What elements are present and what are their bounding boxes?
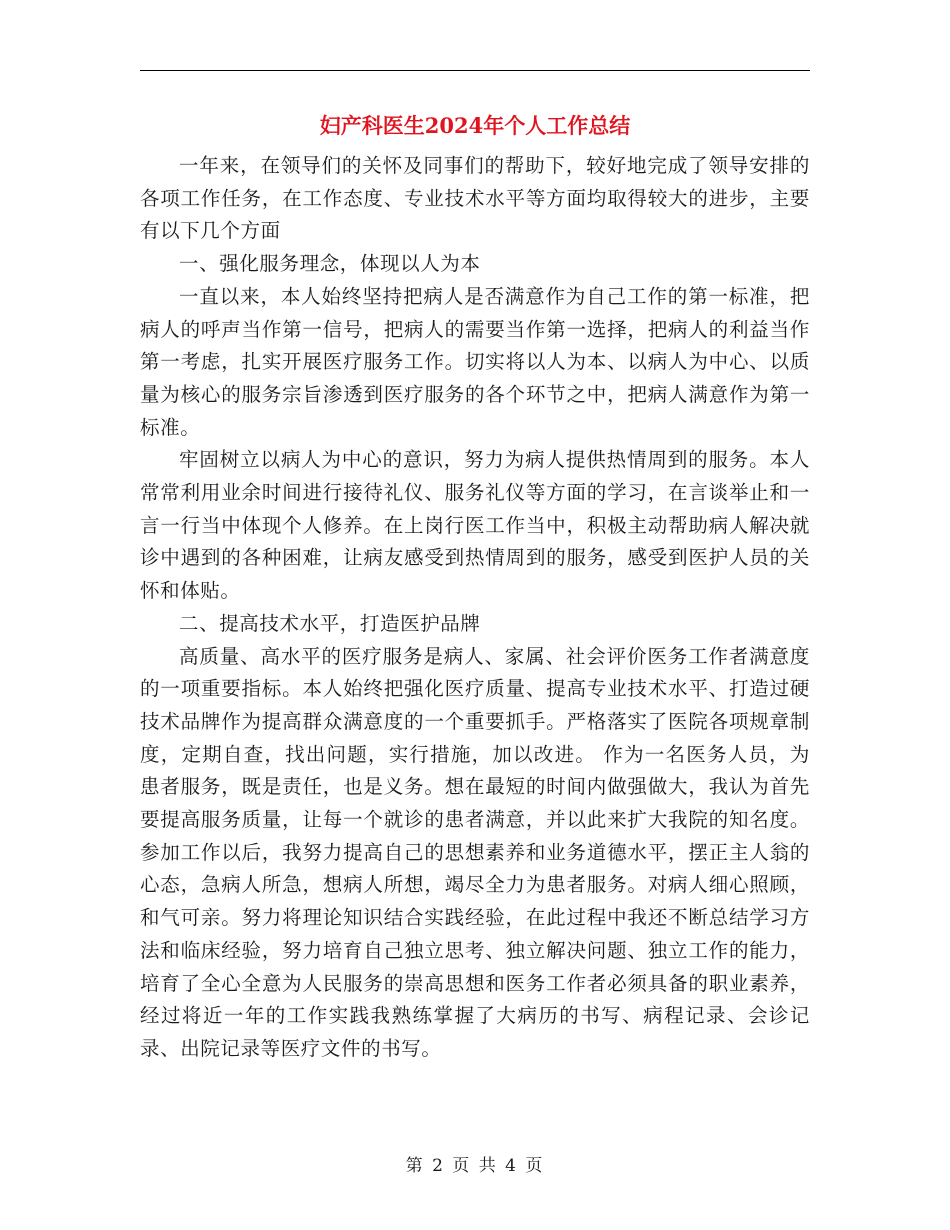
section-heading-1: 一、强化服务理念，体现以人为本 (179, 252, 481, 276)
paragraph-intro: 一年来，在领导们的关怀及同事们的帮助下，较好地完成了领导安排的各项工作任务，在工作态度、专业技术水平等方面均取得较大的进步，主要有以下几个方面 (140, 154, 810, 243)
document-title: 妇产科医生2024年个人工作总结 (319, 113, 631, 138)
document-body (140, 150, 810, 1066)
paragraph-section-2: 高质量、高水平的医疗服务是病人、家属、社会评价医务工作者满意度的一项重要指标。本人始终把强化医疗质量、提高专业技术水平、打造过硬技术品牌作为提高群众满意度的一个重要抓手。严格落实了医院各项规章制度，定期自查，找出问题，实行措施，加以改进。 作为一名医务人员，为患者服务，既是责任，也是义务。想在最短的时间内做强做大，我认为首先要提高服务质量，让每一个就诊的患者满意，并以此来扩大我院的知名度。参加工作以后，我努力提高自己的思想素养和业务道德水平，摆正主人翁的心态，急病人所急，想病人所想，竭尽全力为患者服务。对病人细心照顾，和气可亲。努力将理论知识结合实践经验，在此过程中我还不断总结学习方法和临床经验，努力培育自己独立思考、独立解决问题、独立工作的能力，培育了全心全意为人民服务的崇高思想和医务工作者必须具备的职业素养，经过将近一年的工作实践我熟练掌握了大病历的书写、病程记录、会诊记录、出院记录等医疗文件的书写。 (140, 644, 810, 1060)
header-rule (140, 70, 810, 71)
paragraph-section-1a: 一直以来，本人始终坚持把病人是否满意作为自己工作的第一标准，把病人的呼声当作第一信号，把病人的需要当作第一选择，把病人的利益当作第一考虑，扎实开展医疗服务工作。切实将以人为本、以病人为中心、以质量为核心的服务宗旨渗透到医疗服务的各个环节之中，把病人满意作为第一标准。 (140, 284, 810, 439)
page-number: 第 2 页 共 4 页 (405, 1156, 545, 1176)
paragraph-section-1b: 牢固树立以病人为中心的意识，努力为病人提供热情周到的服务。本人常常利用业余时间进行接待礼仪、服务礼仪等方面的学习，在言谈举止和一言一行当中体现个人修养。在上岗行医工作当中，积极主动帮助病人解决就诊中遇到的各种困难，让病友感受到热情周到的服务，感受到医护人员的关怀和体贴。 (140, 448, 810, 603)
section-heading-2: 二、提高技术水平，打造医护品牌 (179, 611, 481, 635)
